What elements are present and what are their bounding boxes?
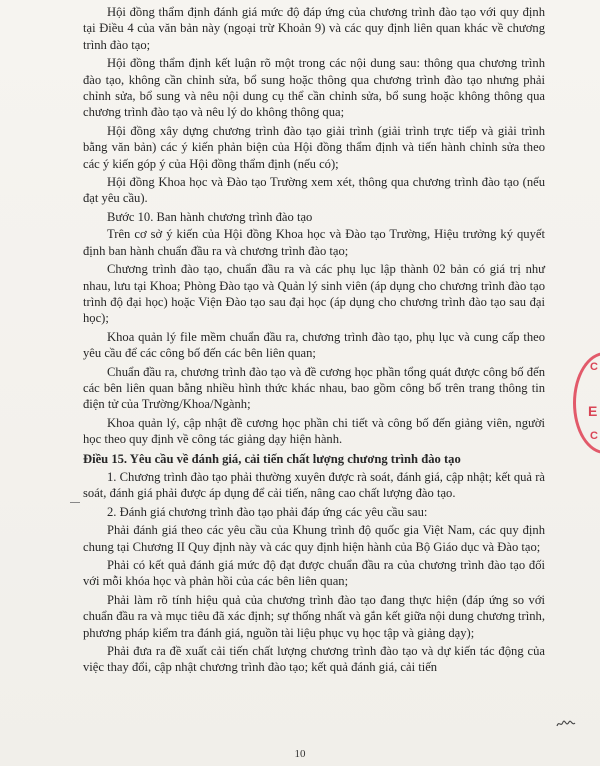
- paragraph-copies-storage: Chương trình đào tạo, chuẩn đầu ra và các phụ lục lập thành 02 bản có giá trị như nhau, lưu tại Khoa; Phòng Đào tạo và Quản lý sinh viên (áp dụng cho chương trình đào tạo trình độ đại học) hoặc Viện Đào tạo sau đại học (áp dụng cho chương trình đào tạo sau đại học);: [83, 262, 545, 326]
- requirement-improvement-proposal: Phải đưa ra đề xuất cải tiến chất lượng chương trình đào tạo và dự kiến tác động của việc thay đổi, cập nhật chương trình đào tạo; kết quả đánh giá, cải tiến: [83, 644, 545, 675]
- article-15-heading: Điều 15. Yêu cầu về đánh giá, cải tiến chất lượng chương trình đào tạo: [83, 451, 461, 466]
- page-mark: [70, 502, 80, 503]
- article-15-clause-2: 2. Đánh giá chương trình đào tạo phải đáp ứng các yêu cầu sau:: [107, 504, 428, 519]
- paragraph-appraisal-conclusion: Hội đồng thẩm định kết luận rõ một trong các nội dung sau: thông qua chương trình đào tạo, không cần chỉnh sửa, bổ sung hoặc thông qua chương trình đào tạo nhưng phải chỉnh sửa, bổ sung và nêu nội dung cụ thể cần chỉnh sửa, bổ sung hoặc không thông qua chương trình đào tạo và nêu lý do không thông qua;: [83, 56, 545, 120]
- article-15-clause-1: 1. Chương trình đào tạo phải thường xuyên được rà soát, đánh giá, cập nhật; kết quả rà soát, đánh giá phải được áp dụng để cải tiến, nâng cao chất lượng đào tạo.: [83, 469, 545, 501]
- step-10-title: Bước 10. Ban hành chương trình đào tạo: [107, 209, 313, 224]
- document-body: [83, 4, 545, 678]
- paragraph-council-approval: Hội đồng Khoa học và Đào tạo Trường xem xét, thông qua chương trình đào tạo (nếu đạt yêu cầu).: [83, 175, 545, 206]
- requirement-outcome-results: Phải có kết quả đánh giá mức độ đạt được chuẩn đầu ra của chương trình đào tạo đối với mỗi khóa học và phản hồi của các bên liên quan;: [83, 558, 545, 589]
- paragraph-rector-decision: Trên cơ sở ý kiến của Hội đồng Khoa học và Đào tạo Trường, Hiệu trưởng ký quyết định ban hành chuẩn đầu ra và chương trình đào tạo;: [83, 227, 545, 258]
- paragraph-explanation: Hội đồng xây dựng chương trình đào tạo giải trình (giải trình trực tiếp và giải trình bằng văn bản) các ý kiến phản biện của Hội đồng thẩm định và tiến hành chỉnh sửa theo các ý kiến góp ý của Hội đồng thẩm định (nếu có);: [83, 123, 545, 171]
- requirement-national-framework: Phải đánh giá theo các yêu cầu của Khung trình độ quốc gia Việt Nam, các quy định chung tại Chương II Quy định này và các quy định hiện hành của Bộ Giáo dục và Đào tạo;: [83, 523, 545, 554]
- stamp-fragment-top: C: [590, 361, 598, 373]
- page-number: 10: [294, 748, 306, 760]
- requirement-effectiveness: Phải làm rõ tính hiệu quả của chương trình đào tạo đang thực hiện (đáp ứng so với chuẩn đầu ra và mục tiêu đã xác định; sự thống nhất và gắn kết giữa nội dung chương trình, phương pháp kiểm tra đánh giá, nguồn tài liệu phục vụ học tập và giảng dạy);: [83, 592, 545, 640]
- paragraph-syllabus-update: Khoa quản lý, cập nhật đề cương học phần chi tiết và công bố đến giảng viên, người học theo quy định về công tác giảng dạy hiện hành.: [83, 415, 545, 447]
- paragraph-soft-file-management: Khoa quản lý file mềm chuẩn đầu ra, chương trình đào tạo, phụ lục và cung cấp theo yêu cầu để các công bố đến các bên liên quan;: [83, 329, 545, 361]
- paragraph-publication: Chuẩn đầu ra, chương trình đào tạo và đề cương học phần tổng quát được công bố đến các bên liên quan bằng nhiều hình thức khác nhau, bao gồm công bố trên trang thông tin điện tử của Trường/Khoa/Ngành;: [83, 364, 545, 412]
- stamp-fragment-middle: E: [588, 403, 598, 419]
- stamp-fragment-bottom: C: [590, 430, 598, 442]
- paragraph-appraisal-assessment: Hội đồng thẩm định đánh giá mức độ đáp ứng của chương trình đào tạo với quy định tại Điều 4 của văn bản này (ngoại trừ Khoản 9) và các quy định liên quan khác về chương trình đào tạo;: [83, 5, 545, 52]
- initials-signature: [556, 716, 576, 730]
